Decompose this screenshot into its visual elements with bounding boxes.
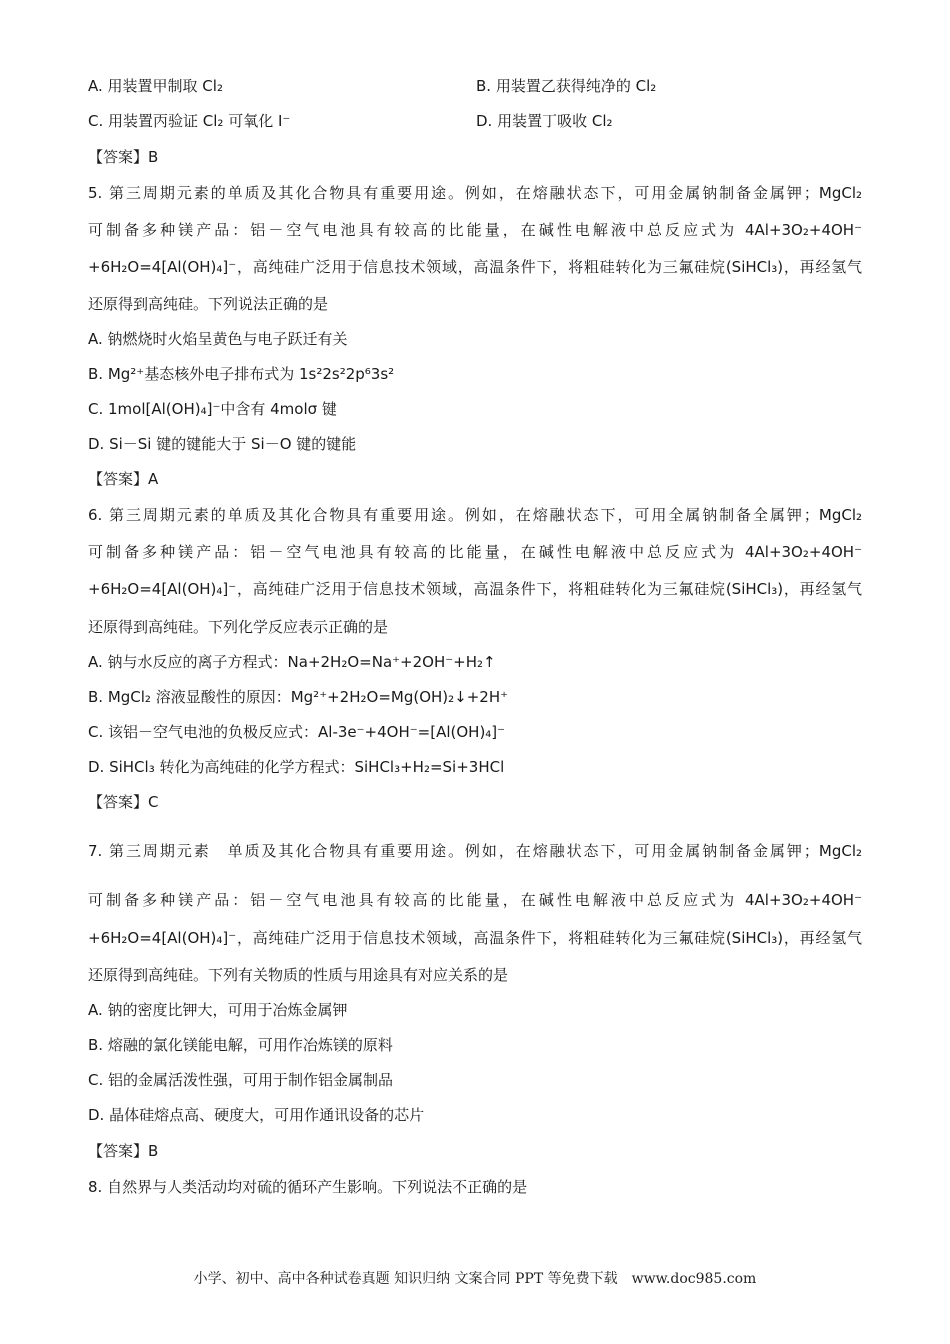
- q6-stem-line: 6. 第三周期元素的单质及其化合物具有重要用途。例如，在熔融状态下，可用全属钠制备全属钾；MgCl₂: [88, 506, 862, 524]
- q6-stem-line: +6H₂O=4[Al(OH)₄]⁻，高纯硅广泛用于信息技术领域，高温条件下，将粗硅转化为三氟硅烷(SiHCl₃)，再经氢气: [88, 580, 862, 598]
- q7-stem-line: 可制备多种镁产品：铝－空气电池具有较高的比能量，在碱性电解液中总反应式为 4Al+3O₂+4OH⁻: [88, 891, 862, 909]
- q4-option-d: D. 用装置丁吸收 Cl₂: [476, 112, 613, 130]
- q7-stem-line: 7. 第三周期元素 单质及其化合物具有重要用途。例如，在熔融状态下，可用金属钠制备金属钾；MgCl₂: [88, 842, 862, 860]
- q4-option-b: B. 用装置乙获得纯净的 Cl₂: [476, 77, 657, 95]
- q6-option-d: D. SiHCl₃ 转化为高纯硅的化学方程式：SiHCl₃+H₂=Si+3HCl: [88, 758, 505, 776]
- q5-answer: 【答案】A: [88, 470, 159, 488]
- page-footer: 小学、初中、高中各种试卷真题 知识归纳 文案合同 PPT 等免费下载 www.doc985.com: [193, 1271, 757, 1287]
- q7-option-d: D. 晶体硅熔点高、硬度大，可用作通讯设备的芯片: [88, 1106, 425, 1124]
- q7-option-a: A. 钠的密度比钾大，可用于冶炼金属钾: [88, 1001, 348, 1019]
- q6-stem-line: 可制备多种镁产品：铝－空气电池具有较高的比能量，在碱性电解液中总反应式为 4Al+3O₂+4OH⁻: [88, 543, 862, 561]
- q7-answer: 【答案】B: [88, 1142, 159, 1160]
- q5-stem-line: 5. 第三周期元素的单质及其化合物具有重要用途。例如，在熔融状态下，可用金属钠制备金属钾；MgCl₂: [88, 184, 862, 202]
- q6-option-c: C. 该铝－空气电池的负极反应式：Al-3e⁻+4OH⁻=[Al(OH)₄]⁻: [88, 723, 506, 741]
- q6-option-b: B. MgCl₂ 溶液显酸性的原因：Mg²⁺+2H₂O=Mg(OH)₂↓+2H⁺: [88, 688, 509, 706]
- q4-option-c: C. 用装置丙验证 Cl₂ 可氧化 I⁻: [88, 112, 291, 130]
- q7-option-c: C. 铝的金属活泼性强，可用于制作铝金属制品: [88, 1071, 394, 1089]
- q5-option-c: C. 1mol[Al(OH)₄]⁻中含有 4molσ 键: [88, 400, 337, 418]
- q4-answer: 【答案】B: [88, 148, 159, 166]
- q6-answer: 【答案】C: [88, 793, 159, 811]
- q5-option-a: A. 钠燃烧时火焰呈黄色与电子跃迁有关: [88, 330, 348, 348]
- q5-option-b: B. Mg²⁺基态核外电子排布式为 1s²2s²2p⁶3s²: [88, 365, 395, 383]
- q7-stem-line: 还原得到高纯硅。下列有关物质的性质与用途具有对应关系的是: [88, 966, 509, 984]
- q5-stem-line: +6H₂O=4[Al(OH)₄]⁻，高纯硅广泛用于信息技术领域，高温条件下，将粗硅转化为三氟硅烷(SiHCl₃)，再经氢气: [88, 258, 862, 276]
- q7-stem-line: +6H₂O=4[Al(OH)₄]⁻，高纯硅广泛用于信息技术领域，高温条件下，将粗硅转化为三氟硅烷(SiHCl₃)，再经氢气: [88, 929, 862, 947]
- q5-option-d: D. Si－Si 键的键能大于 Si－O 键的键能: [88, 435, 357, 453]
- q5-stem-line: 还原得到高纯硅。下列说法正确的是: [88, 295, 329, 313]
- q5-stem-line: 可制备多种镁产品：铝－空气电池具有较高的比能量，在碱性电解液中总反应式为 4Al+3O₂+4OH⁻: [88, 221, 862, 239]
- q6-stem-line: 还原得到高纯硅。下列化学反应表示正确的是: [88, 618, 389, 636]
- q6-option-a: A. 钠与水反应的离子方程式：Na+2H₂O=Na⁺+2OH⁻+H₂↑: [88, 653, 496, 671]
- q4-option-a: A. 用装置甲制取 Cl₂: [88, 77, 223, 95]
- q7-option-b: B. 熔融的氯化镁能电解，可用作冶炼镁的原料: [88, 1036, 393, 1054]
- q8-stem: 8. 自然界与人类活动均对硫的循环产生影响。下列说法不正确的是: [88, 1178, 528, 1196]
